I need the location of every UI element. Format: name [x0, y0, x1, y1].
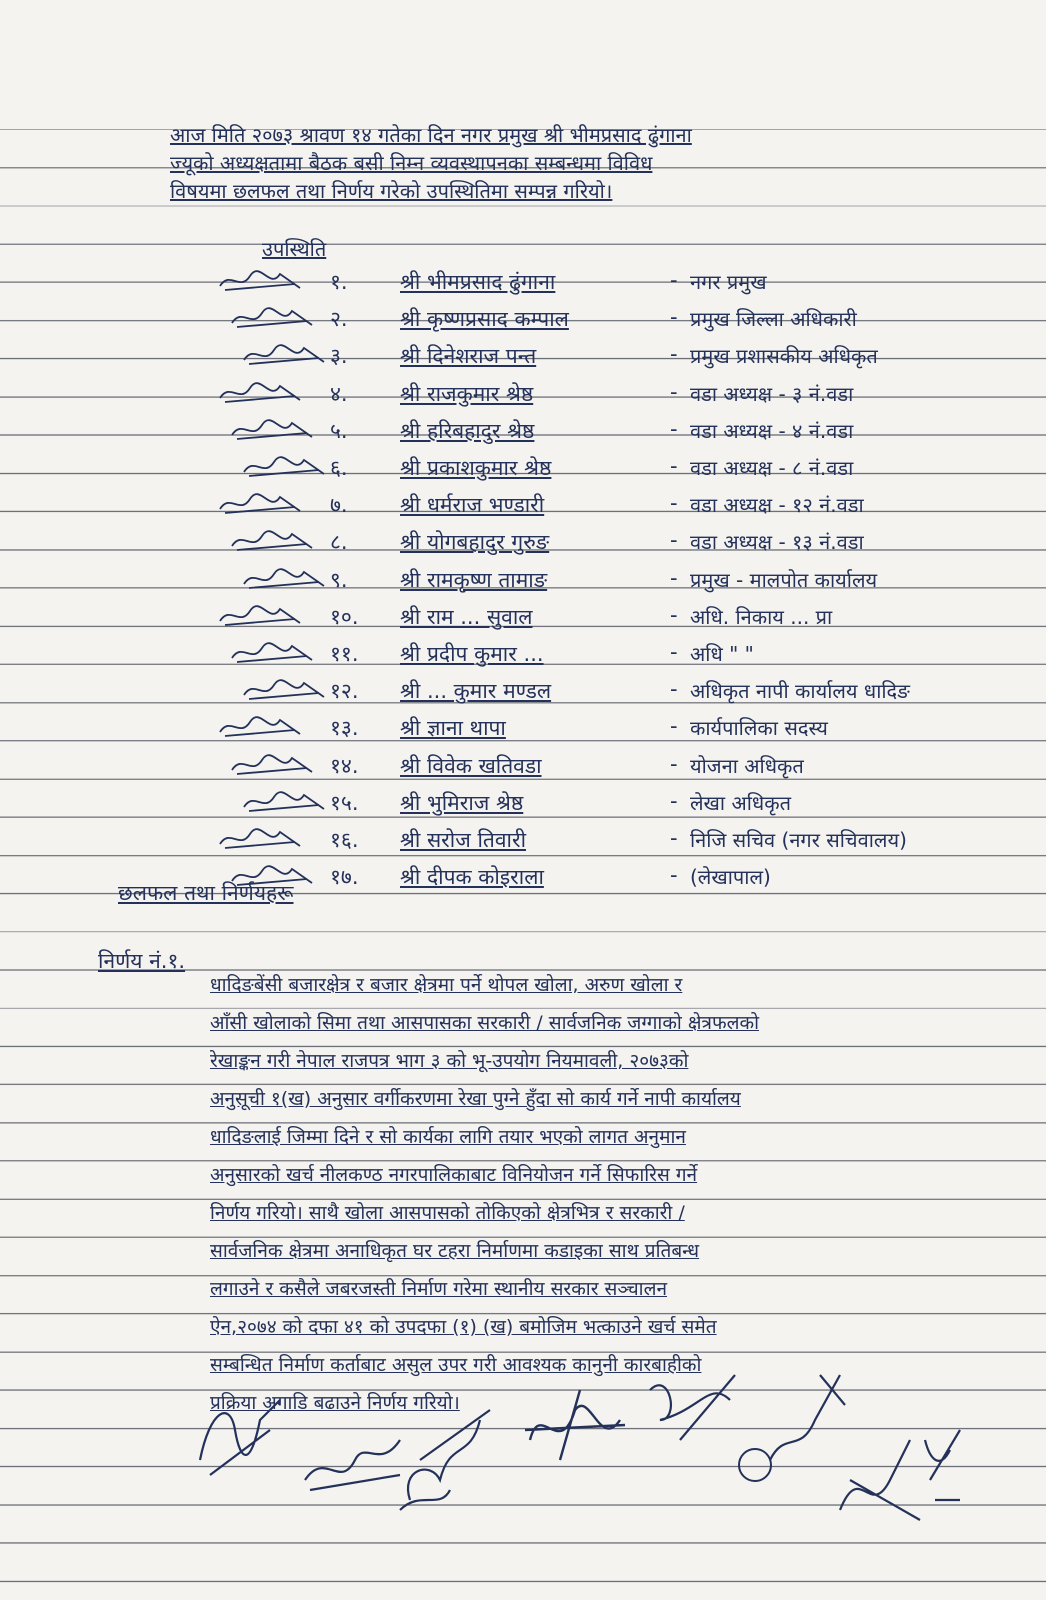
attendee-separator: -: [670, 714, 678, 739]
attendee-signature: [227, 413, 317, 443]
attendee-separator: -: [670, 788, 678, 813]
attendee-separator: -: [670, 416, 678, 441]
attendee-signature: [227, 524, 317, 554]
attendee-role: प्रमुख प्रशासकीय अधिकृत: [690, 344, 878, 369]
attendee-signature: [239, 450, 329, 480]
attendee-signature: [215, 264, 305, 294]
signature-mark: [390, 1400, 500, 1520]
attendee-role: प्रमुख जिल्ला अधिकारी: [690, 307, 857, 332]
decision-line: सम्बन्धित निर्माण कर्ताबाट असुल उपर गरी आवश्यक कानुनी कारबाहीको: [210, 1354, 702, 1376]
attendee-role: अधि. निकाय ... प्रा: [690, 604, 833, 629]
attendee-separator: -: [670, 863, 678, 888]
attendee-number: १४.: [330, 753, 359, 778]
attendee-name: श्री विवेक खतिवडा: [400, 753, 542, 778]
attendee-role: योजना अधिकृत: [690, 753, 804, 778]
attendee-name: श्री दिनेशराज पन्त: [400, 344, 537, 369]
decision-line: अनुसूची १(ख) अनुसार वर्गीकरणमा रेखा पुग्ने हुँदा सो कार्य गर्ने नापी कार्यालय: [210, 1088, 741, 1110]
intro-line: आज मिति २०७३ श्रावण १४ गतेका दिन नगर प्रमुख श्री भीमप्रसाद ढुंगाना: [170, 123, 692, 147]
attendee-signature: [215, 822, 305, 852]
attendee-role: लेखा अधिकृत: [690, 790, 791, 815]
attendee-name: श्री ... कुमार मण्डल: [400, 679, 552, 704]
attendee-signature: [215, 710, 305, 740]
attendee-number: १६.: [330, 828, 359, 852]
attendee-signature: [239, 562, 329, 592]
attendee-separator: -: [670, 640, 678, 664]
attendee-separator: -: [670, 305, 678, 330]
attendee-number: १५.: [330, 790, 359, 815]
decision-line: आँसी खोलाको सिमा तथा आसपासका सरकारी / सार्वजनिक जग्गाको क्षेत्रफलको: [210, 1012, 760, 1034]
attendee-number: ९.: [330, 567, 348, 592]
attendee-role: (लेखापाल): [690, 865, 771, 890]
decision-line: प्रक्रिया अगाडि बढाउने निर्णय गरियो।: [210, 1392, 460, 1414]
attendee-role: अधिकृत नापी कार्यालय धादिङ: [690, 679, 910, 704]
attendee-role: वडा अध्यक्ष - १३ नं.वडा: [690, 530, 864, 555]
attendee-role: वडा अध्यक्ष - ३ नं.वडा: [690, 381, 854, 406]
attendee-number: १०.: [330, 604, 359, 629]
attendee-role: नगर प्रमुख: [690, 270, 767, 294]
attendee-separator: -: [670, 602, 678, 627]
attendee-role: प्रमुख - मालपोत कार्यालय: [690, 567, 878, 592]
attendee-name: श्री कृष्णप्रसाद कम्पाल: [400, 307, 569, 332]
attendee-name: श्री धर्मराज भण्डारी: [400, 493, 545, 518]
attendee-name: श्री राजकुमार श्रेष्ठ: [400, 381, 534, 406]
intro-line: ज्यूको अध्यक्षतामा बैठक बसी निम्न व्यवस्थापनका सम्बन्धमा विविध: [170, 151, 653, 175]
attendee-role: अधि " ": [690, 642, 754, 666]
attendee-separator: -: [670, 826, 678, 850]
attendee-separator: -: [670, 454, 678, 478]
attendee-name: श्री प्रकाशकुमार श्रेष्ठ: [400, 456, 552, 480]
discussion-heading: छलफल तथा निर्णयहरू: [118, 881, 294, 905]
signature-mark: [520, 1380, 630, 1470]
attendee-name: श्री प्रदीप कुमार ...: [400, 642, 544, 666]
decision-text: [210, 966, 1030, 1422]
attendee-name: श्री योगबहादुर गुरुङ: [400, 530, 550, 555]
attendee-number: १२.: [330, 679, 359, 704]
intro-line: विषयमा छलफल तथा निर्णय गरेको उपस्थितिमा सम्पन्न गरियो।: [170, 179, 613, 203]
signature-mark: [190, 1390, 290, 1480]
attendee-signature: [215, 487, 305, 517]
decision-label: निर्णय नं.१.: [98, 949, 186, 973]
attendance-heading: उपस्थिति: [262, 237, 327, 261]
attendee-separator: -: [670, 751, 678, 776]
attendee-number: ५.: [330, 418, 348, 443]
attendee-name: श्री दीपक कोइराला: [400, 865, 544, 890]
attendee-name: श्री ज्ञाना थापा: [400, 716, 506, 741]
attendee-role: कार्यपालिका सदस्य: [690, 716, 828, 741]
attendee-name: श्री भुमिराज श्रेष्ठ: [400, 790, 524, 815]
attendee-role: वडा अध्यक्ष - ८ नं.वडा: [690, 456, 854, 480]
attendee-signature: [215, 599, 305, 629]
attendee-number: १.: [330, 270, 348, 294]
attendee-role: वडा अध्यक्ष - १२ नं.वडा: [690, 493, 864, 518]
attendee-separator: -: [670, 342, 678, 367]
attendee-separator: -: [670, 491, 678, 516]
attendee-number: २.: [330, 307, 348, 332]
attendee-role: वडा अध्यक्ष - ४ नं.वडा: [690, 418, 854, 443]
signature-mark: [830, 1420, 970, 1530]
attendee-name: श्री रामकृष्ण तामाङ: [400, 567, 548, 592]
attendee-name: श्री भीमप्रसाद ढुंगाना: [400, 270, 556, 294]
attendee-signature: [239, 785, 329, 815]
decision-line: निर्णय गरियो। साथै खोला आसपासको तोकिएको क्षेत्रभित्र र सरकारी /: [210, 1202, 685, 1224]
attendee-signature: [227, 748, 317, 778]
attendee-number: ७.: [330, 493, 348, 518]
attendee-separator: -: [670, 268, 678, 292]
attendee-name: श्री राम ... सुवाल: [400, 604, 533, 629]
attendee-number: ४.: [330, 381, 348, 406]
decision-line: ऐन,२०७४ को दफा ४१ को उपदफा (१) (ख) बमोजिम भत्काउने खर्च समेत: [210, 1316, 717, 1338]
attendee-separator: -: [670, 565, 678, 590]
attendee-number: ११.: [330, 642, 359, 666]
attendee-signature: [227, 636, 317, 666]
signature-mark: [640, 1370, 740, 1450]
attendee-name: श्री हरिबहादुर श्रेष्ठ: [400, 418, 535, 443]
attendee-signature: [227, 301, 317, 331]
decision-line: रेखाङ्कन गरी नेपाल राजपत्र भाग ३ को भू-उपयोग नियमावली, २०७३को: [210, 1050, 689, 1072]
attendee-signature: [215, 376, 305, 406]
attendee-separator: -: [670, 677, 678, 702]
decision-line: अनुसारको खर्च नीलकण्ठ नगरपालिकाबाट विनियोजन गर्ने सिफारिस गर्ने: [210, 1164, 698, 1186]
attendee-separator: -: [670, 379, 678, 404]
attendee-number: ६.: [330, 456, 348, 480]
attendee-separator: -: [670, 528, 678, 553]
attendee-name: श्री सरोज तिवारी: [400, 828, 527, 852]
decision-line: सार्वजनिक क्षेत्रमा अनाधिकृत घर टहरा निर्माणमा कडाइका साथ प्रतिबन्ध: [210, 1240, 700, 1262]
decision-line: धादिङलाई जिम्मा दिने र सो कार्यका लागि तयार भएको लागत अनुमान: [210, 1126, 686, 1148]
attendee-signature: [239, 338, 329, 368]
attendee-number: ३.: [330, 344, 348, 369]
meeting-intro: [170, 116, 1030, 210]
decision-line: लगाउने र कसैले जबरजस्ती निर्माण गरेमा स्थानीय सरकार सञ्चालन: [210, 1278, 668, 1300]
attendee-number: ८.: [330, 530, 348, 555]
attendee-role: निजि सचिव (नगर सचिवालय): [690, 828, 907, 852]
attendee-signature: [239, 673, 329, 703]
attendee-number: १३.: [330, 716, 359, 741]
attendee-number: १७.: [330, 865, 359, 890]
decision-line: धादिङबेंसी बजारक्षेत्र र बजार क्षेत्रमा पर्ने थोपल खोला, अरुण खोला र: [210, 974, 683, 996]
